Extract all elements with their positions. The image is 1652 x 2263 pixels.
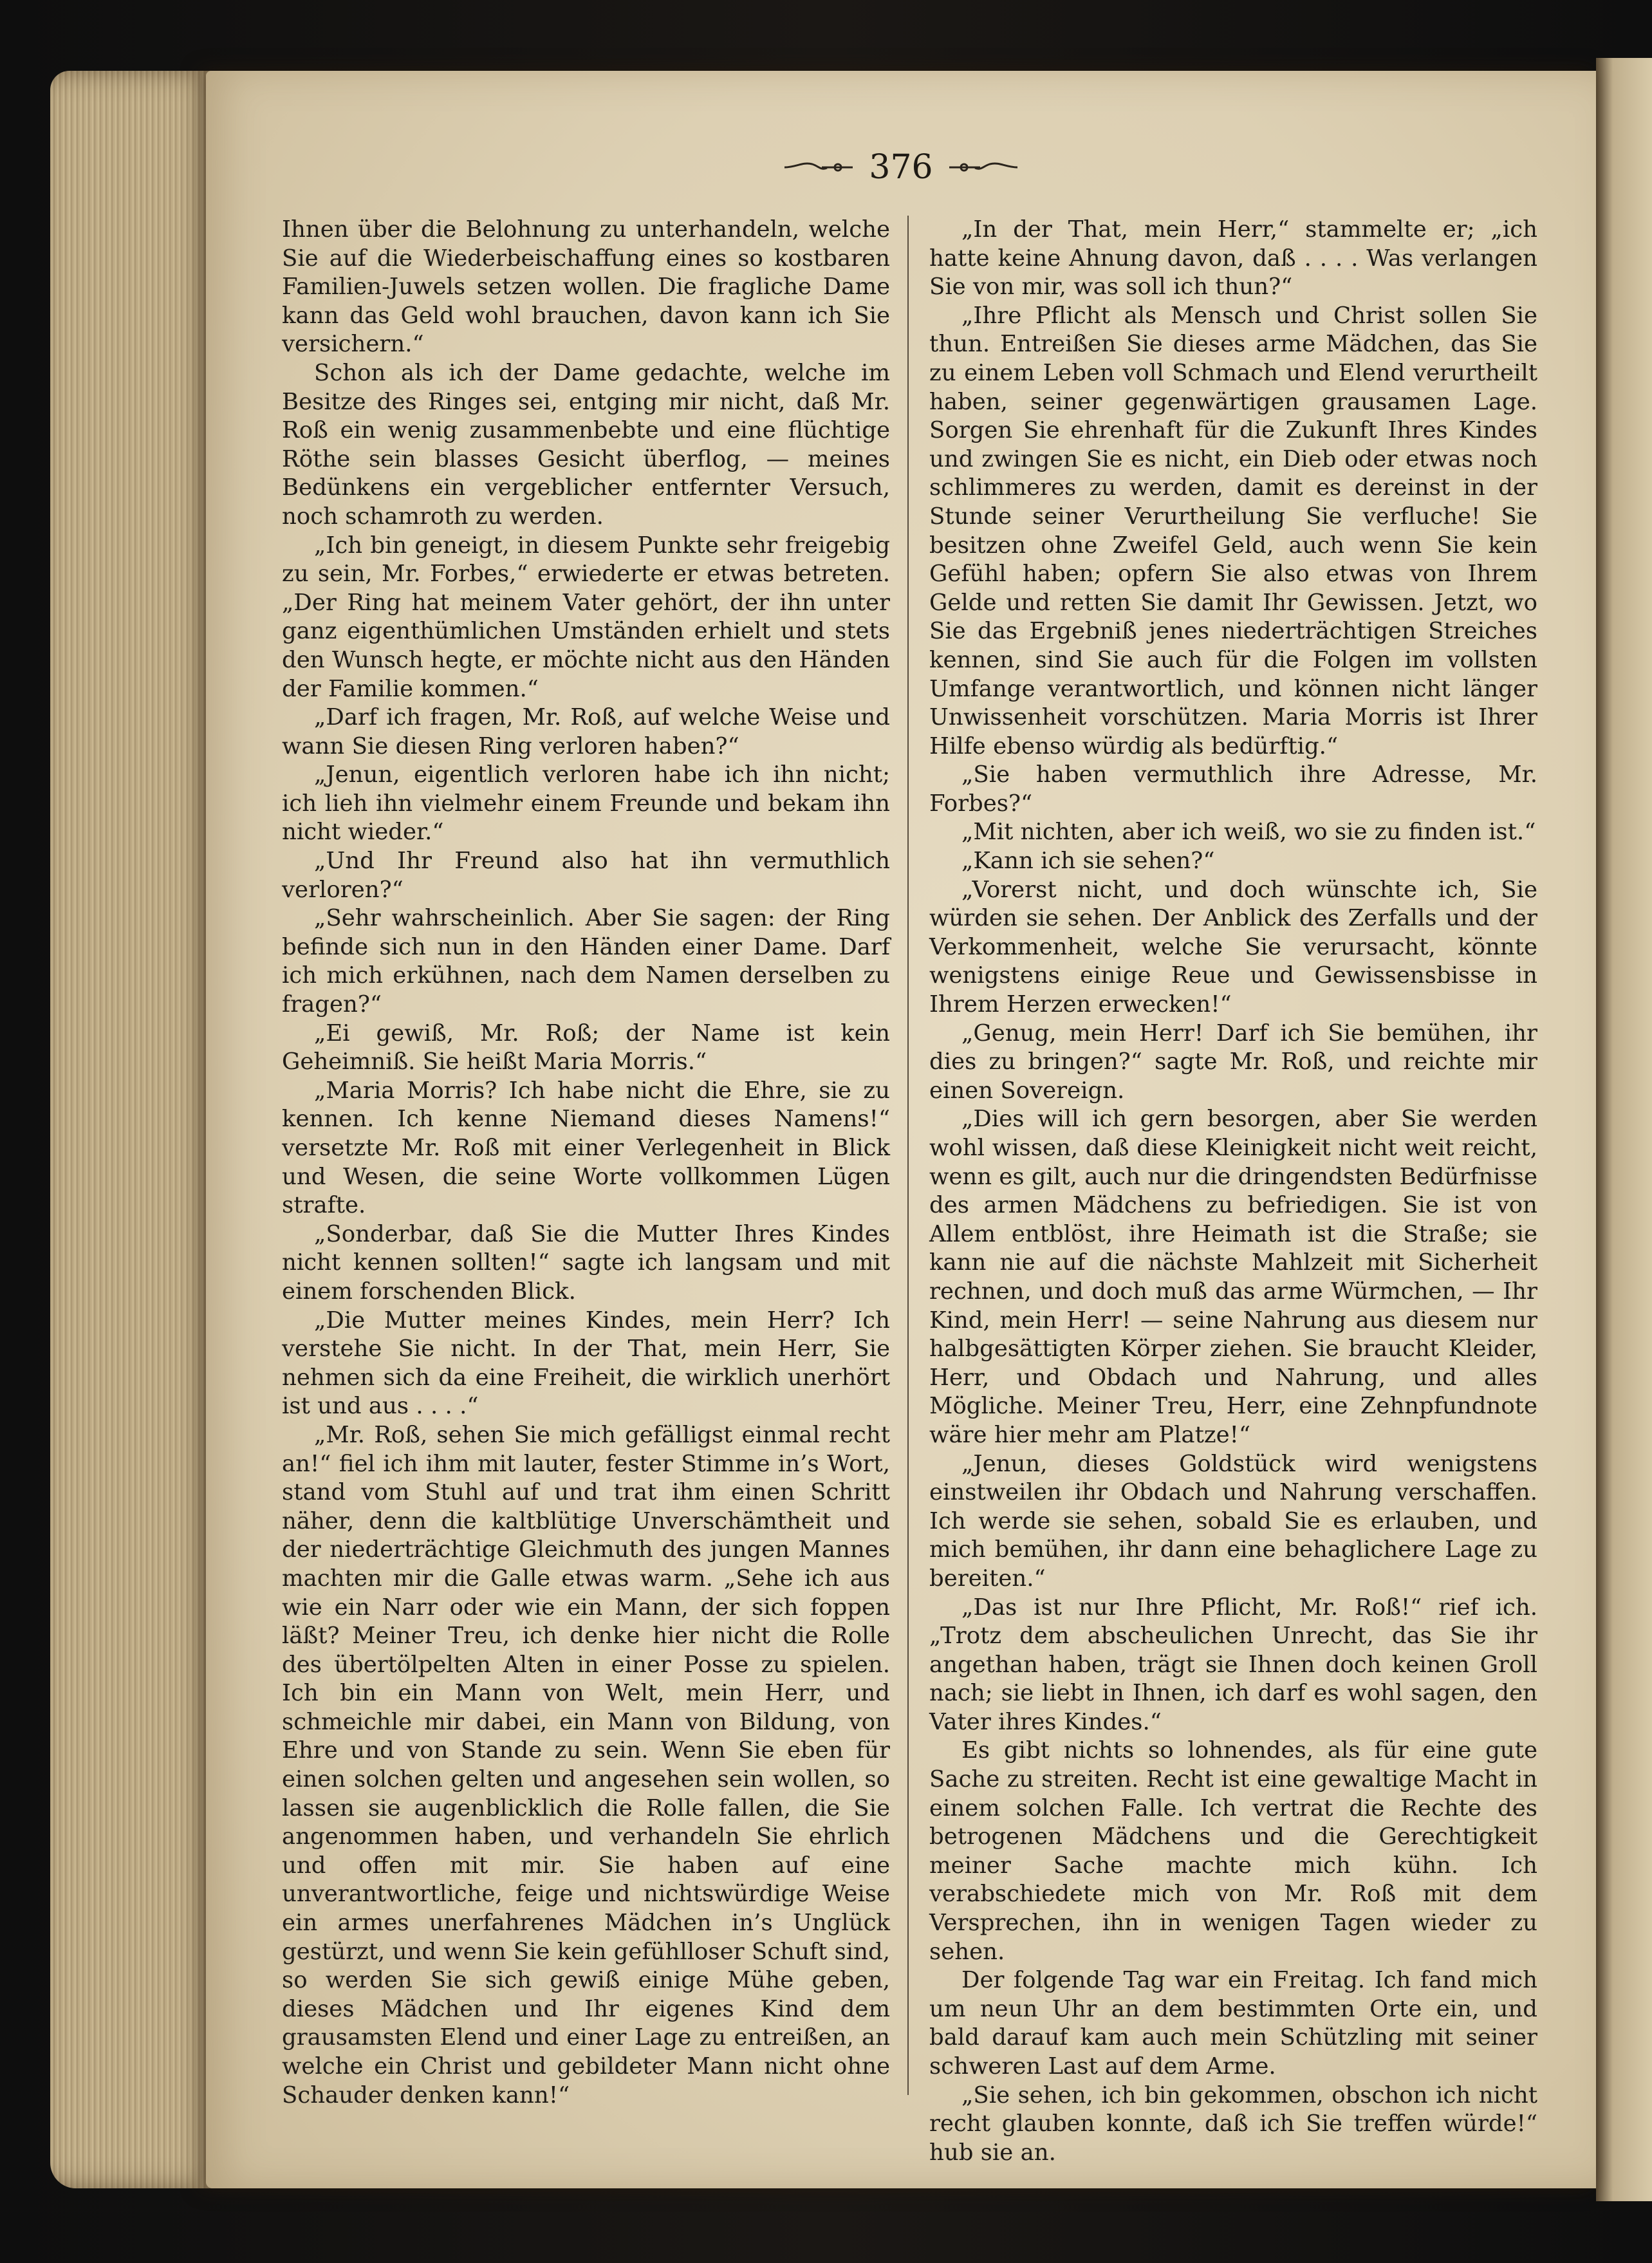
left-text-column <box>282 216 890 2109</box>
paragraph: „Das ist nur Ihre Pflicht, Mr. Roß!“ rief ich. „Trotz dem abscheulichen Unrecht, das Sie ihr angethan haben, trägt sie Ihnen doch keinen Groll nach; sie liebt in Ihnen, ich darf es wohl sagen, den Vater ihres Kindes.“ <box>929 1594 1537 1735</box>
paragraph: „Jenun, dieses Goldstück wird wenigstens einstweilen ihr Obdach und Nahrung verschaffen. Ich werde sie sehen, sobald Sie es erlauben, und mich bemühen, ihr dann eine behaglichere Lage zu bereiten.“ <box>929 1450 1537 1592</box>
paragraph: Schon als ich der Dame gedachte, welche im Besitze des Ringes sei, entging mir nicht, daß Mr. Roß ein wenig zusammenbebte und eine flüchtige Röthe sein blasses Gesicht überflog, — meines Bedünkens ein vergeblicher entfernter Versuch, noch schamroth zu werden. <box>282 359 890 530</box>
column-divider <box>907 216 909 2095</box>
facing-page-edge <box>1596 58 1652 2201</box>
paragraph: „Sonderbar, daß Sie die Mutter Ihres Kindes nicht kennen sollten!“ sagte ich langsam und mit einem forschenden Blick. <box>282 1220 890 1305</box>
page-number: 376 <box>869 148 933 187</box>
paragraph: „Vorerst nicht, und doch wünschte ich, Sie würden sie sehen. Der Anblick des Zerfalls und der Verkommenheit, welche Sie verursacht, könnte wenigstens einige Reue und Gewissensbisse in Ihrem Herzen erwecken!“ <box>929 876 1537 1018</box>
paragraph: „Die Mutter meines Kindes, mein Herr? Ich verstehe Sie nicht. In der That, mein Herr, Sie nehmen sich da eine Freiheit, die wirklich unerhört ist und aus . . . .“ <box>282 1307 890 1420</box>
paragraph: Der folgende Tag war ein Freitag. Ich fand mich um neun Uhr an dem bestimmten Orte ein, und bald darauf kam auch mein Schützling mit seiner schweren Last auf dem Arme. <box>929 1967 1537 2080</box>
paragraph: „Mit nichten, aber ich weiß, wo sie zu finden ist.“ <box>961 819 1536 846</box>
paragraph: „Ihre Pflicht als Mensch und Christ sollen Sie thun. Entreißen Sie dieses arme Mädchen, das Sie zu einem Leben voll Schmach und Elend verurtheilt haben, seiner gegenwärtigen grausamen Lage. Sorgen Sie ehrenhaft für die Zukunft Ihres Kindes und zwingen Sie es nicht, ein Dieb oder etwas noch schlimmeres zu werden, damit es dereinst in der Stunde seiner Verurtheilung Sie verfluche! Sie besitzen ohne Zweifel Geld, auch wenn Sie kein Gefühl haben; opfern Sie also etwas von Ihrem Gelde und retten Sie damit Ihr Gewissen. Jetzt, wo Sie das Ergebniß jenes niederträchtigen Streiches kennen, sind Sie auch für die Folgen im vollsten Umfange verantwortlich, und können nicht länger Unwissenheit vorschützen. Maria Morris ist Ihrer Hilfe ebenso würdig als bedürftig.“ <box>929 302 1537 759</box>
paragraph: „Darf ich fragen, Mr. Roß, auf welche Weise und wann Sie diesen Ring verloren haben?“ <box>282 704 890 759</box>
paragraph: „Sie sehen, ich bin gekommen, obschon ich nicht recht glauben konnte, daß ich Sie treffen würde!“ hub sie an. <box>929 2081 1537 2166</box>
right-ornament-icon <box>948 158 1019 177</box>
paragraph: „Maria Morris? Ich habe nicht die Ehre, sie zu kennen. Ich kenne Niemand dieses Namens!“ versetzte Mr. Roß mit einer Verlegenheit in Blick und Wesen, die seine Worte vollkommen Lügen strafte. <box>282 1077 890 1219</box>
paragraph: „Dies will ich gern besorgen, aber Sie werden wohl wissen, daß diese Kleinigkeit nicht weit reicht, wenn es gilt, auch nur die dringendsten Bedürfnisse des armen Mädchens zu befriedigen. Sie ist von Allem entblöst, ihre Heimath ist die Straße; sie kann nie auf die nächste Mahlzeit mit Sicherheit rechnen, und doch muß das arme Würmchen, — Ihr Kind, mein Herr! — seine Nahrung aus diesem nur halbgesättigten Körper ziehen. Sie braucht Kleider, Herr, und Obdach und Nahrung, und alles Mögliche. Meiner Treu, Herr, eine Zehnpfundnote wäre hier mehr am Platze!“ <box>929 1106 1537 1448</box>
paragraph: „Kann ich sie sehen?“ <box>961 848 1215 875</box>
book-page-edges <box>50 71 230 2188</box>
right-text-column <box>929 216 1537 2166</box>
paragraph: Ihnen über die Belohnung zu unterhandeln, welche Sie auf die Wiederbeischaffung eines so kostbaren Familien-Juwels setzen wollen. Die fragliche Dame kann das Geld wohl brauchen, davon kann ich Sie versichern.“ <box>282 216 890 358</box>
left-ornament-icon <box>783 158 854 177</box>
paragraph: Es gibt nichts so lohnendes, als für eine gute Sache zu streiten. Recht ist eine gewaltige Macht in einem solchen Falle. Ich vertrat die Rechte des betrogenen Mädchens und die Gerechtigkeit meiner Sache machte mich kühn. Ich verabschiedete mich von Mr. Roß mit dem Versprechen, ihn in wenigen Tagen wieder zu sehen. <box>929 1737 1537 1965</box>
page-header <box>206 148 1596 193</box>
paragraph: „Sehr wahrscheinlich. Aber Sie sagen: der Ring befinde sich nun in den Händen einer Dame. Darf ich mich erkühnen, nach dem Namen derselben zu fragen?“ <box>282 905 890 1018</box>
paragraph: „Ich bin geneigt, in diesem Punkte sehr freigebig zu sein, Mr. Forbes,“ erwiederte er etwas betreten. „Der Ring hat meinem Vater gehört, der ihn unter ganz eigenthümlichen Umständen erhielt und stets den Wunsch hegte, er möchte nicht aus den Händen der Familie kommen.“ <box>282 532 890 702</box>
paragraph: „Ei gewiß, Mr. Roß; der Name ist kein Geheimniß. Sie heißt Maria Morris.“ <box>282 1020 890 1076</box>
paragraph: „Jenun, eigentlich verloren habe ich ihn nicht; ich lieh ihn vielmehr einem Freunde und bekam ihn nicht wieder.“ <box>282 761 890 846</box>
paragraph: „Und Ihr Freund also hat ihn vermuthlich verloren?“ <box>282 848 890 903</box>
paragraph: „Genug, mein Herr! Darf ich Sie bemühen, ihr dies zu bringen?“ sagte Mr. Roß, und reichte mir einen Sovereign. <box>929 1020 1537 1104</box>
paragraph: „In der That, mein Herr,“ stammelte er; „ich hatte keine Ahnung davon, daß . . . . Was verlangen Sie von mir, was soll ich thun?“ <box>929 216 1537 301</box>
paragraph: „Sie haben vermuthlich ihre Adresse, Mr. Forbes?“ <box>929 761 1537 817</box>
paragraph: „Mr. Roß, sehen Sie mich gefälligst einmal recht an!“ fiel ich ihm mit lauter, fester Stimme in’s Wort, stand vom Stuhl auf und trat ihm einen Schritt näher, denn die kaltblütige Unverschämtheit und der niederträchtige Gleichmuth des jungen Mannes machten mir die Galle etwas warm. „Sehe ich aus wie ein Narr oder wie ein Mann, der sich foppen läßt? Meiner Treu, ich denke hier nicht die Rolle des übertölpelten Alten in einer Posse zu spielen. Ich bin ein Mann von Welt, mein Herr, und schmeichle mir dabei, ein Mann von Bildung, von Ehre und von Stande zu sein. Wenn Sie eben für einen solchen gelten und angesehen sein wollen, so lassen sie augenblicklich die Rolle fallen, die Sie angenommen haben, und verhandeln Sie ehrlich und offen mit mir. Sie haben auf eine unverantwortliche, feige und nichtswürdige Weise ein armes unerfahrenes Mädchen in’s Unglück gestürzt, und wenn Sie kein gefühlloser Schuft sind, so werden Sie sich gewiß einige Mühe geben, dieses Mädchen und Ihr eigenes Kind dem grausamsten Elend und einer Lage zu entreißen, an welche ein Christ und gebildeter Mann nicht ohne Schauder denken kann!“ <box>282 1421 890 2109</box>
